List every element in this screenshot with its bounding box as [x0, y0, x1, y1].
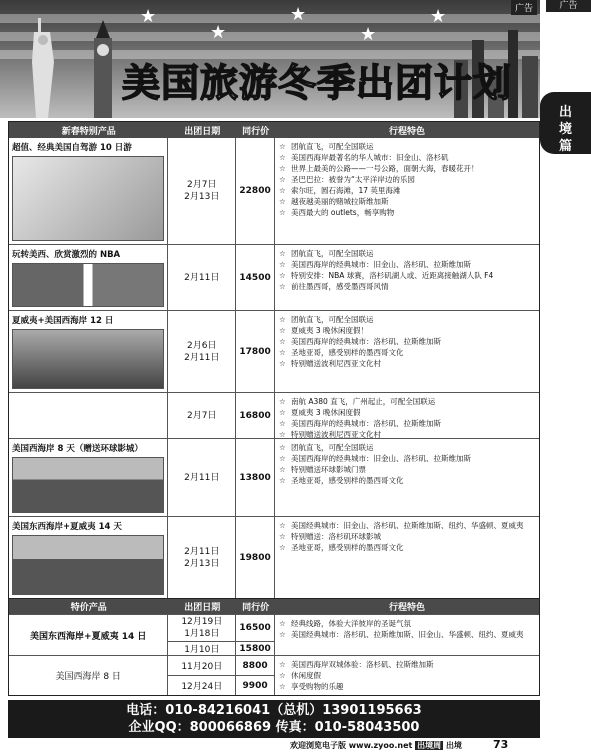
feature-item: ☆ 美国经典城市：旧金山、洛杉矶、拉斯维加斯、纽约、华盛顿、夏威夷	[279, 520, 535, 531]
feature-list	[275, 517, 539, 598]
feature-list	[275, 393, 539, 438]
table-header	[9, 598, 539, 614]
table-cell: 8800	[236, 655, 274, 675]
page-ad-tag: 广告	[546, 0, 591, 12]
table-cell: 美国西海岸 8 日	[9, 655, 167, 695]
header-features: 行程特色	[389, 126, 426, 137]
feature-item: ☆ 特别赠送波利尼西亚文化村	[279, 358, 535, 369]
banner-title: 美国旅游冬季出团计划	[122, 61, 513, 105]
dates-cell	[168, 439, 236, 516]
table-row	[9, 516, 539, 598]
product-name: 美国东西海岸+夏威夷 14 天	[12, 522, 122, 532]
date-text: 2月11日	[184, 352, 220, 363]
product-cell	[9, 393, 168, 438]
globe-photo	[12, 457, 164, 513]
price-cell: 17800	[236, 311, 275, 392]
feature-item: ☆ 美国西海岸的经典城市：旧金山、洛杉矶、拉斯维加斯	[279, 453, 535, 464]
header-banner	[0, 0, 540, 118]
people-photo	[12, 329, 164, 389]
feature-item: ☆ 美国西海岸的经典城市：旧金山、洛杉矶、拉斯维加斯	[279, 259, 535, 270]
nba-photo	[12, 263, 164, 307]
magazine-badge: 出境周	[417, 741, 442, 750]
side-tab-char: 篇	[558, 139, 572, 154]
special-product-column	[9, 615, 168, 695]
dates-cell	[168, 517, 236, 598]
price-cell: 13800	[236, 439, 275, 516]
feature-list	[275, 439, 539, 516]
feature-item: ☆ 休闲度假	[279, 670, 535, 681]
date-text: 2月11日	[184, 272, 220, 283]
ad-tag: 广告	[511, 0, 537, 15]
price-cell: 16800	[236, 393, 275, 438]
feature-list	[275, 615, 539, 655]
feature-item: ☆ 团航直飞，可配全国联运	[279, 248, 535, 259]
product-name: 夏威夷+美国西海岸 12 日	[12, 316, 114, 326]
website-text: 欢迎浏览电子版 www.zyoo.net	[290, 741, 413, 750]
feature-list	[275, 138, 539, 244]
product-cell	[9, 311, 168, 392]
date-text: 2月13日	[184, 192, 220, 202]
section-label: 出境	[445, 741, 462, 750]
star-icon: ★	[290, 4, 307, 25]
price-cell: 19800	[236, 517, 275, 598]
header-dates: 出团日期	[184, 126, 221, 137]
feature-item: ☆ 夏威夷 3 晚休闲度假	[279, 407, 535, 418]
side-tab-char: 出	[558, 105, 572, 120]
feature-item: ☆ 索尔旺，圆石海滩，17 英里海滩	[279, 185, 535, 196]
table-body	[9, 138, 539, 598]
section-side-tab	[540, 92, 591, 154]
feature-item: ☆ 特别赠送波利尼西亚文化村	[279, 429, 535, 440]
feature-list	[275, 655, 539, 695]
feature-item: ☆ 美国西海岸的经典城市：洛杉矶、拉斯维加斯	[279, 418, 535, 429]
feature-item: ☆ 前往墨西哥，感受墨西哥风情	[279, 281, 535, 292]
feature-item: ☆ 夏威夷 3 晚休闲度假！	[279, 325, 535, 336]
big-ben-icon	[86, 20, 120, 118]
product-cell	[9, 439, 168, 516]
dates-cell	[168, 138, 236, 244]
feature-item: ☆ 圣地亚哥，感受别样的墨西哥文化	[279, 347, 535, 358]
map-photo	[12, 156, 164, 241]
product-name: 美国西海岸 8 天（赠送环球影城）	[12, 444, 143, 454]
product-name: 超值、经典美国自驾游 10 日游	[12, 143, 132, 153]
table-row	[9, 310, 539, 392]
feature-item: ☆ 特别赠送：洛杉矶环球影城	[279, 531, 535, 542]
product-cell	[9, 138, 168, 244]
feature-item: ☆ 团航直飞，可配全国联运	[279, 442, 535, 453]
special-price-column	[236, 615, 275, 695]
feature-item: ☆ 享受购物的乐趣	[279, 681, 535, 692]
feature-item: ☆ 经典线路，体验大洋彼岸的圣诞气氛	[279, 618, 535, 629]
header-price: 同行价	[242, 126, 270, 137]
contact-bar	[8, 700, 540, 738]
special-features-column	[275, 615, 539, 695]
feature-item: ☆ 团航直飞，可配全国联运	[279, 314, 535, 325]
date-text: 2月13日	[184, 558, 220, 569]
table-row	[9, 244, 539, 310]
statue-of-liberty-icon	[20, 18, 66, 118]
feature-item: ☆ 越夜越美丽的赌城拉斯维加斯	[279, 196, 535, 207]
table-cell: 1月10日	[168, 641, 235, 655]
table-row	[9, 138, 539, 244]
header-product: 特价产品	[70, 603, 107, 613]
price-cell: 14500	[236, 245, 275, 310]
new-year-products-table	[8, 121, 540, 696]
feature-item: ☆ 美西最大的 outlets，畅享购物	[279, 207, 535, 218]
feature-list	[275, 245, 539, 310]
header-product: 新春特别产品	[61, 126, 116, 137]
table-header	[9, 122, 539, 138]
date-text: 1月18日	[184, 629, 220, 639]
product-name: 玩转美西、欣赏激烈的 NBA	[12, 250, 121, 260]
date-text: 2月11日	[184, 546, 220, 557]
page-footer	[290, 740, 462, 751]
date-text: 12月19日	[181, 617, 223, 627]
header-features: 行程特色	[389, 603, 426, 613]
page-number: 73	[493, 738, 509, 751]
star-icon: ★	[430, 6, 447, 27]
feature-item: ☆ 美国经典城市：洛杉矶、拉斯维加斯、旧金山、华盛顿、纽约、夏威夷	[279, 629, 535, 640]
table-row	[9, 438, 539, 516]
feature-item: ☆ 特别安排：NBA 球赛，洛杉矶湖人或、近距离接触湖人队 F4	[279, 270, 535, 281]
header-dates: 出团日期	[184, 603, 221, 613]
side-tab-char: 境	[558, 122, 572, 137]
dates-cell	[168, 311, 236, 392]
qq-fax-text: 企业QQ：800066869 传真：010-58043500	[128, 720, 420, 735]
table-cell: 16500	[239, 623, 271, 633]
price-cell: 22800	[236, 138, 275, 244]
product-cell	[9, 245, 168, 310]
date-text: 2月6日	[187, 340, 217, 351]
feature-item: ☆ 美国西海岸的经典城市：洛杉矶、拉斯维加斯	[279, 336, 535, 347]
special-dates-column	[168, 615, 236, 695]
dates-cell	[168, 393, 236, 438]
product-cell	[9, 517, 168, 598]
feature-item: ☆ 美国西海岸双城体验：洛杉矶、拉斯维加斯	[279, 659, 535, 670]
star-icon: ★	[360, 24, 377, 45]
special-products-body	[9, 614, 539, 695]
feature-item: ☆ 南航 A380 直飞，广州起止，可配全国联运	[279, 396, 535, 407]
header-price: 同行价	[242, 603, 270, 613]
feature-item: ☆ 圣地亚哥，感受别样的墨西哥文化	[279, 542, 535, 553]
table-cell: 11月20日	[168, 655, 235, 675]
feature-item: ☆ 世界上最美的公路——一号公路，面朝大海，春暖花开！	[279, 163, 535, 174]
phone-text: 电话：010-84216041（总机）13901195663	[126, 703, 422, 718]
feature-item: ☆ 美国西海岸最著名的华人城市：旧金山、洛杉矶	[279, 152, 535, 163]
table-cell: 15800	[236, 641, 274, 655]
date-text: 2月11日	[184, 472, 220, 483]
star-icon: ★	[210, 22, 227, 43]
star-icon: ★	[140, 6, 157, 27]
table-row	[9, 392, 539, 438]
feature-item: ☆ 特别赠送环球影城门票	[279, 464, 535, 475]
feature-item: ☆ 圣地亚哥，感受别样的墨西哥文化	[279, 475, 535, 486]
date-text: 2月7日	[187, 180, 217, 190]
feature-item: ☆ 圣巴巴拉：被誉为“太平洋岸边的乐园	[279, 174, 535, 185]
table-cell: 9900	[236, 675, 274, 695]
table-cell: 12月24日	[168, 675, 235, 695]
globe-photo	[12, 535, 164, 595]
feature-list	[275, 311, 539, 392]
date-text: 2月7日	[187, 410, 217, 421]
dates-cell	[168, 245, 236, 310]
feature-item: ☆ 团航直飞，可配全国联运	[279, 141, 535, 152]
table-cell: 美国东西海岸+夏威夷 14 日	[30, 631, 147, 642]
table-cell	[168, 615, 235, 641]
